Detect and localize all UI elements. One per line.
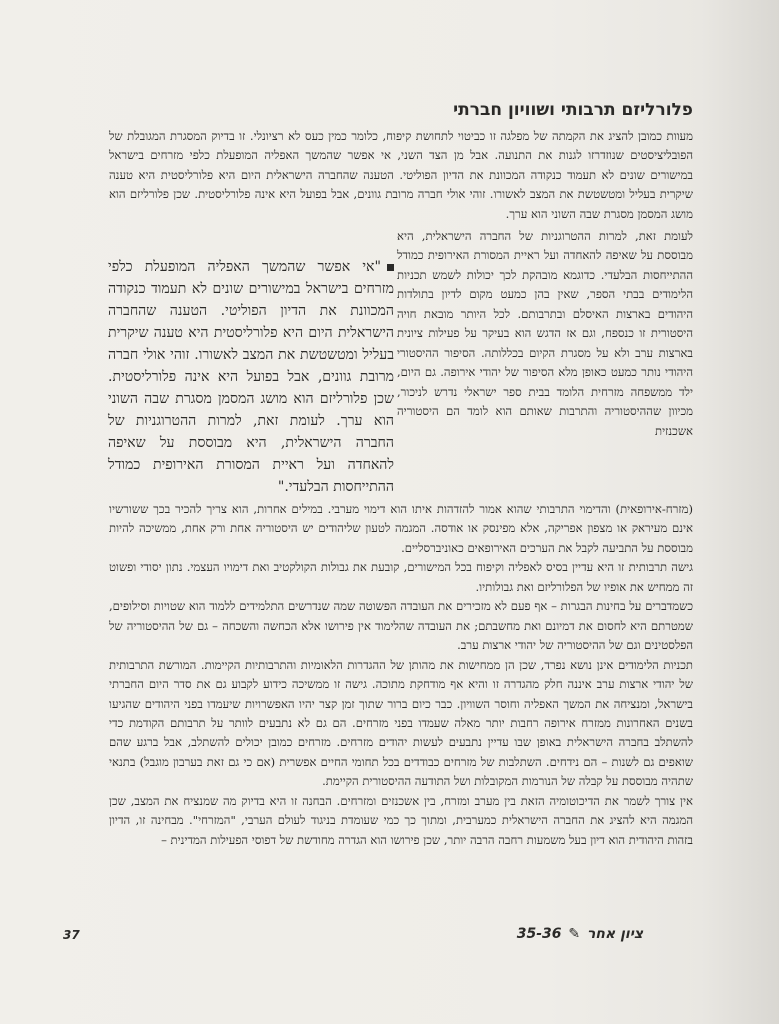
body-paragraph: גישה תרבותית זו היא עדיין בסיס לאפליה וקיפוח בכל המישורים, קובעת את גבולות הקולקטיב ואת דימויו העצמי. נתון יסודי ופשוט זה ממחיש את אופיו של הפלורליזם ואת גבולותיו. (109, 560, 693, 594)
intro-paragraph: מעוות כמובן להציג את הקמתה של מפלגה זו כביטוי לתחושת קיפוח, כלומר כמין כעס לא רציונלי. זו בדיוק המסגרת המגובלת של הפובליציסטים שנוזדרזו לגנות את התנועה. אבל מן הצד השני, אי אפשר שהמשך האפליה המופעלת כלפי מזרחים בישראל במישורים שונים לא תעמוד כנקודה המכוונת את הדיון הפוליטי. הטענה שהחברה הישראלית היום היא פלורליסטית היא טענה שיקרית בעליל ומטשטשת את המצב לאשורו. זוהי אולי חברה מרובת גוונים, אבל בפועל היא אינה פלורליסטית. שכן פלורליזם הוא מושג המסמן מסגרת שבה השוני הוא ערך. (109, 129, 693, 221)
body-paragraph: אין צורך לשמר את הדיכוטומיה הזאת בין מערב ומזרח, בין אשכנזים ומזרחים. הבחנה זו היא בדיוק מה שמנציח את המצב, שכן המגמה היא להציג את החברה הישראלית כמערבית, ומתוך כך כמי שעומדת בניגוד לעולם הערבי, "המזרחי". מבחינה זו, הדיון בזהות היהודית הוא דיון בעל משמעות רחבה הרבה יותר, שכן פירושו הוא הגדרה מחודשת של דפוסי הפעילות המדינית – (109, 793, 693, 847)
publication-pages: 35-36 (516, 926, 562, 942)
pencil-icon: ✎ (568, 926, 581, 942)
bullet-square-icon (387, 264, 394, 271)
article-title: פלורליזם תרבותי ושוויון חברתי (453, 100, 693, 120)
publication-name: ציון אחר (587, 926, 643, 942)
body-paragraph: כשמדברים על בחינות הבגרות – אף פעם לא מזכירים את העובדה הפשוטה שמה שנדרשים התלמידים ללמוד הוא שטויות וסילופים, שמטרתם היא לחסום את דמיונם ואת מחשבתם; את העובדה שהלימוד אין פירושו אלא הכחשה והשכחה – גם של ההיסטוריה של הפלסטינים וגם של ההיסטוריה של יהודי ארצות ערב. (109, 599, 693, 653)
right-column-text: לעומת זאת, למרות ההטרוגניות של החברה הישראלית, היא מבוססת על שאיפה להאחדה ועל ראיית המסורת האירופית כמודל ההתייחסות הבלעדי. כדוגמא מובהקת לכך יכולות לשמש תכניות הלימודים בבתי הספר, שאין בהן כמעט מקום לדיון בתולדות היהודים בארצות האיסלם ובתרבותם. לכל היותר מובאת חויה היסטורית זו כנספח, וגם אז הדגש הוא בעיקר על פעילות ציונית בארצות ערב ולא על מסגרת הקיום בכללותה. הסיפור ההיסטורי היהודי נותר כמעט כאופן מלא הסיפור של יהודי אירופה. גם היום, ילד ממשפחה מזרחית הלומד בבית ספר ישראלי נדרש לניכור, מכיוון שההיסטוריה והתרבות שאותם הוא לומד הם היסטוריה אשכנזית (397, 229, 693, 438)
article-body (109, 500, 693, 915)
publication-reference (517, 926, 643, 942)
pull-quote-text: "אי אפשר שהמשך האפליה המופעלת כלפי מזרחים בישראל במישורים שונים לא תעמוד כנקודה המכוונת את הדיון הפוליטי. הטענה שהחברה הישראלית היום היא פלורליסטית היא טענה שיקרית בעליל ומטשטשת את המצב לאשורו. זוהי אולי חברה מרובת גוונים, אבל בפועל היא אינה פלורליסטית. שכן פלורליזם הוא מושג המסמן מסגרת שבה השוני הוא ערך. לעומת זאת, למרות ההטרוגניות של החברה הישראלית, היא מבוססת על שאיפה להאחדה ועל ראיית המסורת האירופית כמודל ההתייחסות הבלעדי." (108, 259, 394, 495)
body-paragraph: (מזרח-אירופאית) והדימוי התרבותי שהוא אמור להזדהות איתו הוא דימוי מערבי. במילים אחרות, הוא צריך להכיר בכך ששורשיו אינם מעיראק או מצפון אפריקה, אלא מפינסק או אודסה. המגמה לטעון שליהודים יש היסטוריה אחת ורק אחת, ממשיכה להיות מבוססת על התביעה לקבל את הערכים האירופאים כאוניברסליים. (109, 502, 693, 555)
body-paragraph: תכניות הלימודים אינן נושא נפרד, שכן הן ממחישות את מהותן של ההגדרות הלאומיות והתרבותיות הקיימות. המורשת התרבותית של יהודי ארצות ערב איננה חלק מהגדרה זו והיא אף מודחקת מתוכה. גישה זו ממשיכה כידוע לקבוע גם את סדר היום החברתי בישראל, ומנציחה את המשך האפליה וחוסר השוויון. כבר כיום ברור שתוך זמן קצר יהיו האפשרויות שיעמדו בפני היהודים שהגיעו בשנים האחרונות ממזרח אירופה רחבות יותר מאלה שעמדו בפני מזרחים. הם גם לא נתבעים לוותר על תרבותם הקודמת כדי להשתלב בחברה הישראלית באופן שבו עדיין נתבעים לעשות יהודים מזרחים. מזרחים כמובן יכולים להשתלב, אבל ברגע שהם שואפים גם לשנות – הם נידחים. השתלבות של מזרחים כבודדים בכל תחומי החיים אפשרית (אם כי גם זאת בערבון מוגבל) בתנאי שתהיה מבוססת על קבלה של הנורמות המקובלות ושל התודעה ההיסטורית הקיימת. (109, 657, 693, 789)
pull-quote (108, 256, 394, 495)
page-number: 37 (63, 928, 80, 942)
